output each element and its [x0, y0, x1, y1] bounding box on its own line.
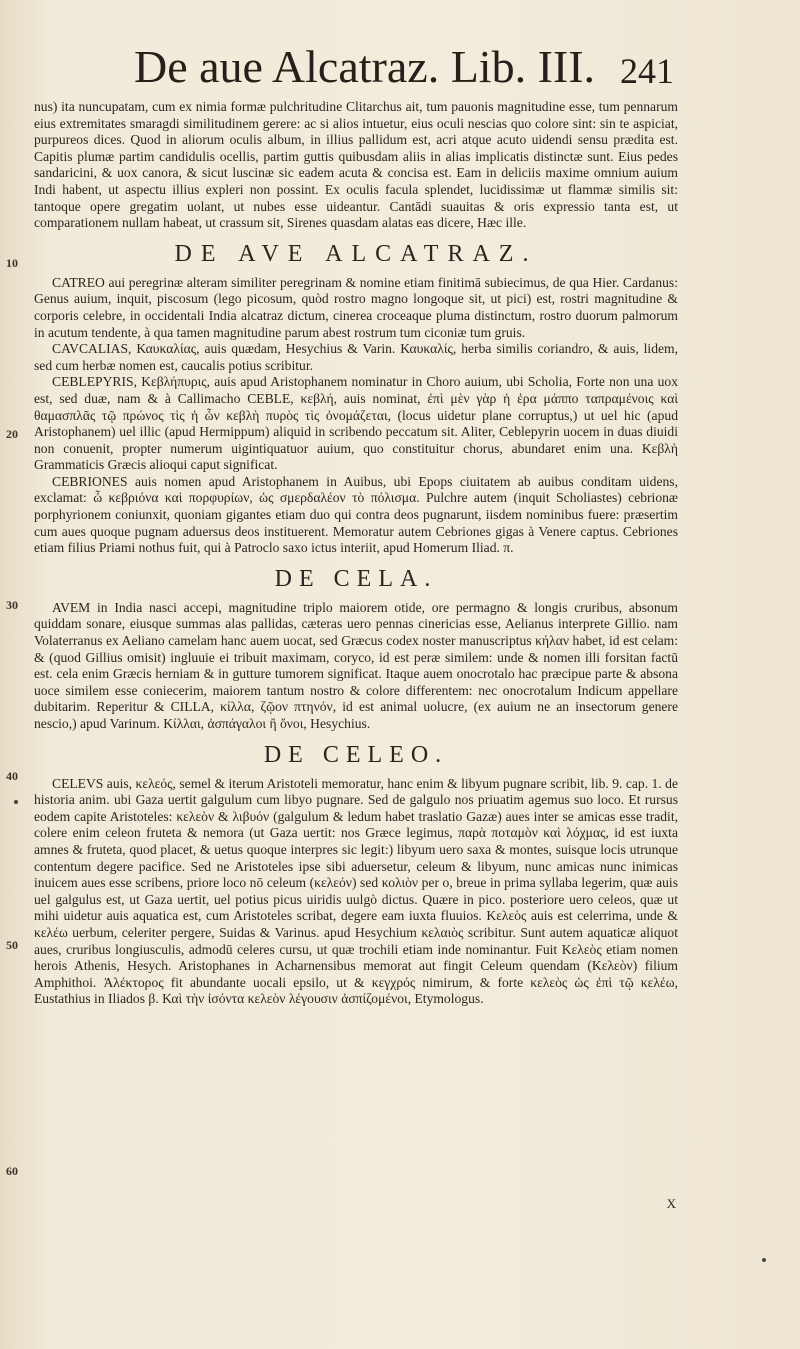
- margin-line-number: 20: [6, 427, 18, 441]
- margin-line-number: 30: [6, 598, 18, 612]
- margin-line-number: 60: [6, 1164, 18, 1178]
- paragraph-cela: AVEM in India nasci accepi, magnitudine triplo maiorem otide, ore permagno & longis cruribus, absonum quiddam sonare, eiusque summas alas pallidas, cæteras uero pennas cinericias esse, Aelianus interprete Gillio. nam Volaterranus ex Aeliano camelam hanc auem uocat, sed Græcus codex noster manuscriptus κήλαν habet, id est celam: & (quod Gillius omisit) ingluuie ei tribuit maximam, coryco, id est peræ similem: unde & nomen illi forsitan factū est. cela enim Græcis herniam & in gutture tumorem significat. Itaque auem onocrotalo hac præcipue parte & absona uoce similem esse coniecerim, maiorem tantum nostro & colore differentem: nec onocrotalum Indicum appellare dubitarim. Reperitur & CILLA, κίλλα, ζῷον πτηνόν, id est animal uolucre, (ex auium ne an insectorum genere nescio,) apud Varinum. Κίλλαι, ἀσπάγαλοι ἢ ὄνοι, Hesychius.: [34, 599, 678, 731]
- heading-de-ave-alcatraz: DE AVE ALCATRAZ.: [174, 240, 538, 267]
- paragraph-caucalias: CAVCALIAS, Καυκαλίας, auis quædam, Hesychius & Varin. Καυκαλίς, herba similis coriandro, & auis, lidem, sed cum herbæ nomen est, caucalis potius scribitur.: [34, 341, 678, 373]
- running-title: De aue Alcatraz. Lib. III.: [134, 41, 596, 92]
- paragraph-continuation: nus) ita nuncupatam, cum ex nimia formæ pulchritudine Clitarchus ait, tum pauonis magnitudine esse, tum pennarum eius extremitates smaragdi similitudinem gerere: ac si alios intuetur, eius oculi nescias quo colore sint: sin te aspiciat, purpureos dices. Quod in aliorum oculis album, in illius pallidum est, acri atque acuto uidendi sensu prædita est. Capitis plumæ partim candidulis ocellis, partim guttis quibusdam aliis in alias implicatis distinctæ sunt. Eius pedes sandaricini, & uox canora, & sicut luscinæ sic eadem acuta & concisa est. Eam in deliciis maxime omnium auium Indi habent, ut aspectu illius expleri non possint. Ex oculis facula splendet, lucidissimæ ut flammæ similis sit: tantoque opere gregatim uolant, ut nubes esse uideantur. Cantādi suauitas & oris expressio tanta est, ut comparationem nullam habeat, ut crassum sit, Sirenes quasdam alatas eas dicere, Hæc ille.: [34, 99, 678, 231]
- paragraph-celeus: CELEVS auis, κελεός, semel & iterum Aristoteli memoratur, hanc enim & libyum pugnare scribit, lib. 9. cap. 1. de historia anim. ubi Gaza uertit galgulum cum libyo pugnare. Sed de galgulo nos priuatim agemus suo loco. Et rursus eodem capite Aristoteles: κελεὸν & λιβυόν (galgulum & ledum habet traslatio Gazæ) aues inter se amicas esse tradit, colere enim celeon fruteta & nemora (ut Gaza uertit: nos Græce legimus, παρὰ ποταμὸν καὶ λόχμας, id est iuxta amnes & fruteta, quod placet, & uetus quoque interpres sic legit:) libyum uero saxa & montes, suisque locis utrunque contentum degere pacifice. Sed ne Aristoteles ipse sibi aduersetur, celeum & libyum, nunc amicas nunc inimicas inuicem aues esse scribens, priore loco nō celeum (κελεόν) sed κολιὸν per o, breue in prima syllaba legerim, quæ auis uel galgulus est, ut Gaza uertit, uel potius picus uiridis uulgò dictus. Quære in pico. posteriore uero celeos, quæ ut mihi uidetur auis aquatica est, cum Aristoteles scribat, degere eam iuxta fluuios. Κελεὸς auis est celerrima, unde & κελέω uerbum, celeriter pergere, Suidas & Varinus. apud Hesychium κελαιὸς scribitur. Sunt autem aquaticæ aliquot aues, cruribus longiusculis, admodū celeres cursu, ut quæ trochili etiam inde nominantur. Fuit Κελεὸς etiam nomen herois Athenis, Hesych. Aristophanes in Acharnensibus memorat aut fingit Celeum quendam (Κελεὸν) filium Amphithoi. Ἀλέκτορος fit abundante uocali epsilo, ut & κεγχρός nimirum, & forte κελεὸς ὡς ἐπὶ τῷ κελέω, Eustathius in Iliados β. Καὶ τὴν ἰσόντα κελεὸν λέγουσιν ἀσπίζομένοι, Etymologus.: [34, 775, 678, 1007]
- margin-line-number: 10: [6, 256, 18, 270]
- page-header: [134, 40, 674, 100]
- paragraph-ceblepyris: CEBLEPYRIS, Κεβλήπυρις, auis apud Aristophanem nominatur in Choro auium, ubi Scholia, Forte non una uox est, sed duæ, nam & à Callimacho CEBLE, κεβλή, auis nominat, ἐπὶ μὲν γὰρ ἡ ἐρα μάππο ταπραμένοις καὶ θαμασπλᾶς τῷ πρώνος τὶς ἡ ὧν κεβλὴ πυρὸς τὶς ὀνομάζεται, (locus uidetur plane corruptus,) ut uel hic (apud Aristophanem) uel illic (apud Hermippum) aliquid in scribendo peccatum sit. Aliter, Ceblepyrin uocem in duas diuidi non conuenit, propter numerum uigintiquatuor auium, quo constituitur chorus, abundaret enim una. Κεβλὴ Grammaticis Græcis alioqui caput significat.: [34, 374, 678, 473]
- margin-dot: [762, 1258, 766, 1262]
- page-number: 241: [620, 51, 674, 91]
- margin-line-number: 40: [6, 769, 18, 783]
- signature-mark: X: [666, 1196, 676, 1211]
- paragraph-cebriones: CEBRIONES auis nomen apud Aristophanem in Auibus, ubi Epops ciuitatem ab auibus conditam uidens, exclamat: ὦ κεβριόνα καὶ πορφυρίων, ὡς σμερδαλέον τὸ πόλισμα. Pulchre autem (inquit Scholiastes) cebrionæ porphyrionem coniunxit, quoniam gigantes etiam duo qui contra deos pugnarunt, iisdem nominibus fuere: præsertim cum aues quoque pugnam aduersus deos instituerent. Memoratur autem Cebriones gigas à Venere captus. Cebriones etiam filius Priami nothus fuit, qui à Patroclo saxo ictus interiit, apud Homerum Iliad. π.: [34, 473, 678, 556]
- main-text: [34, 99, 678, 1008]
- heading-de-cela: DE CELA.: [274, 565, 438, 592]
- heading-de-celeo: DE CELEO.: [263, 741, 449, 768]
- margin-line-number: 50: [6, 938, 18, 952]
- margin-dot: [14, 800, 18, 804]
- paragraph-alcatraz: CATREO aui peregrinæ alteram similiter peregrinam & nomine etiam finitimā subiecimus, de qua Hier. Cardanus: Genus auium, inquit, piscosum (lego picosum, quòd rostro magno longoque sit, ut pici) est, rostri magnitudine & corporis celebre, in occidentali India alcatraz dictum, cinerea croceaque pluma distinctum, rostro duorum palmorum in acutum tendente, à qua tamen magnitudine parum abest rostrum tum ciconiæ tum gruis.: [34, 274, 678, 340]
